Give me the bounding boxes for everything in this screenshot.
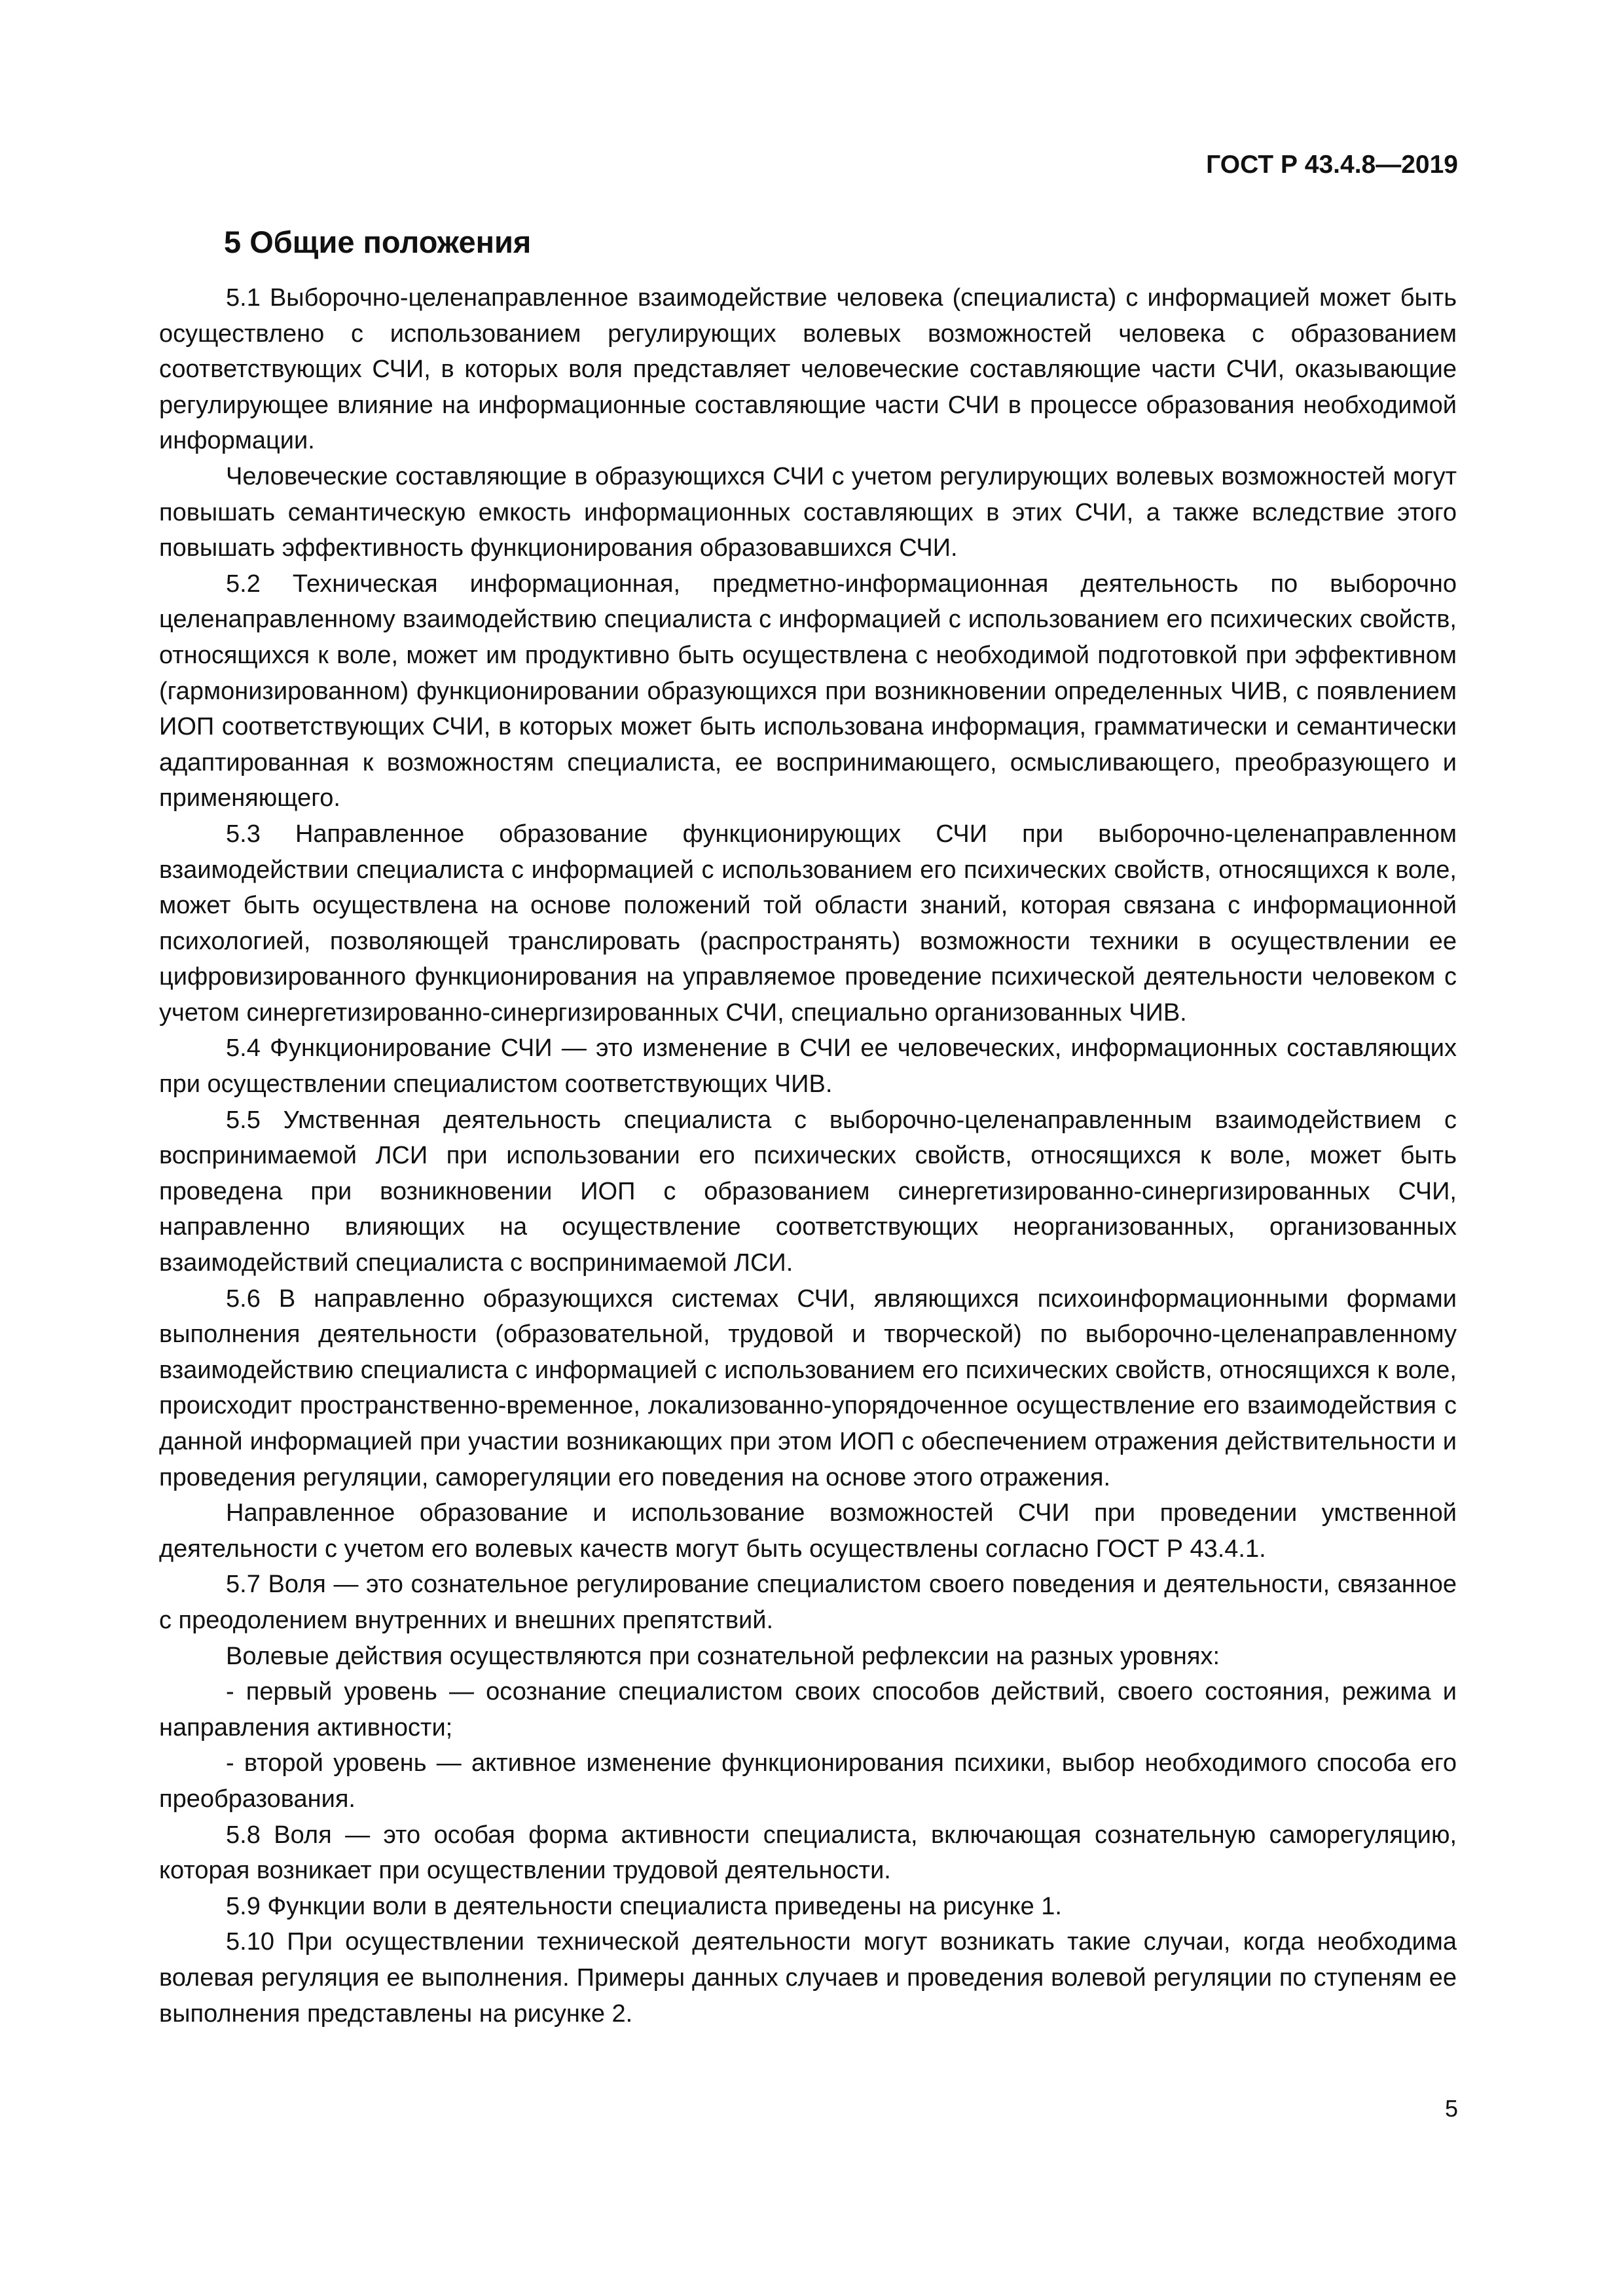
paragraph-5-1: 5.1 Выборочно-целенаправленное взаимодействие человека (специалиста) с информацией может быть осуществлено с использованием регулирующих волевых возможностей человека с образованием соответствующих СЧИ, в которых воля представляет человеческие составляющие части СЧИ, оказывающие регулирующее влияние на информационные составляющие части СЧИ в процессе образования необходимой информации. — [159, 284, 1457, 455]
document-code: ГОСТ Р 43.4.8—2019 — [1206, 151, 1458, 179]
paragraph-5-9: 5.9 Функции воли в деятельности специалиста приведены на рисунке 1. — [226, 1892, 1062, 1920]
paragraph: Человеческие составляющие в образующихся СЧИ с учетом регулирующих волевых возможностей могут повышать семантическую емкость информационных составляющих в этих СЧИ, а также вследствие этого повышать эффективность функционирования образовавшихся СЧИ. — [159, 462, 1457, 562]
page-number: 5 — [1444, 2095, 1458, 2122]
paragraph-5-8: 5.8 Воля — это особая форма активности специалиста, включающая сознательную саморегуляцию, которая возникает при осуществлении трудовой деятельности. — [159, 1821, 1457, 1885]
list-item: - первый уровень — осознание специалистом своих способов действий, своего состояния, режима и направления активности; — [159, 1678, 1457, 1741]
paragraph: Волевые действия осуществляются при сознательной рефлексии на разных уровнях: — [226, 1642, 1220, 1670]
paragraph-5-7: 5.7 Воля — это сознательное регулирование специалистом своего поведения и деятельности, связанное с преодолением внутренних и внешних препятствий. — [159, 1571, 1457, 1634]
paragraph-5-6: 5.6 В направленно образующихся системах СЧИ, являющихся психоинформационными формами выполнения деятельности (образовательной, трудовой и творческой) по выборочно-целенаправленному взаимодействию специалиста с информацией с использованием его психических свойств, относящихся к воле, происходит пространственно-временное, локализованно-упорядоченное осуществление его взаимодействия с данной информацией при участии возникающих при этом ИОП с обеспечением отражения действительности и проведения регуляции, саморегуляции его поведения на основе этого отражения. — [159, 1285, 1457, 1491]
section-title: 5 Общие положения — [224, 225, 532, 259]
paragraph-5-3: 5.3 Направленное образование функционирующих СЧИ при выборочно-целенаправленном взаимодействии специалиста с информацией с использованием его психических свойств, относящихся к воле, может быть осуществлена на основе положений той области знаний, которая связана с информационной психологией, позволяющей транслировать (распространять) возможности техники в осуществлении ее цифровизированного функционирования на управляемое проведение психической деятельности человеком с учетом синергетизированно-синергизированных СЧИ, специально организованных ЧИВ. — [159, 820, 1457, 1027]
paragraph-5-5: 5.5 Умственная деятельность специалиста с выборочно-целенаправленным взаимодействием с воспринимаемой ЛСИ при использовании его психических свойств, относящихся к воле, может быть проведена при возникновении ИОП с образованием синергетизированно-синергизированных СЧИ, направленно влияющих на осуществление соответствующих неорганизованных, организованных взаимодействий специалиста с воспринимаемой ЛСИ. — [159, 1106, 1457, 1277]
list-item: - второй уровень — активное изменение функционирования психики, выбор необходимого способа его преобразования. — [159, 1749, 1457, 1813]
paragraph: Направленное образование и использование возможностей СЧИ при проведении умственной деятельности с учетом его волевых качеств могут быть осуществлены согласно ГОСТ Р 43.4.1. — [159, 1499, 1457, 1563]
paragraph-5-2: 5.2 Техническая информационная, предметно-информационная деятельность по выборочно целенаправленному взаимодействию специалиста с информацией с использованием его психических свойств, относящихся к воле, может им продуктивно быть осуществлена с необходимой подготовкой при эффективном (гармонизированном) функционировании образующихся при возникновении определенных ЧИВ, с появлением ИОП соответствующих СЧИ, в которых может быть использована информация, грамматически и семантически адаптированная к возможностям специалиста, ее воспринимающего, осмысливающего, преобразующего и применяющего. — [159, 570, 1457, 812]
section-body — [159, 280, 1457, 2032]
paragraph-5-4: 5.4 Функционирование СЧИ — это изменение в СЧИ ее человеческих, информационных составляющих при осуществлении специалистом соответствующих ЧИВ. — [159, 1034, 1457, 1099]
paragraph-5-10: 5.10 При осуществлении технической деятельности могут возникать такие случаи, когда необходима волевая регуляция ее выполнения. Примеры данных случаев и проведения волевой регуляции по ступеням ее выполнения представлены на рисунке 2. — [159, 1928, 1457, 2028]
